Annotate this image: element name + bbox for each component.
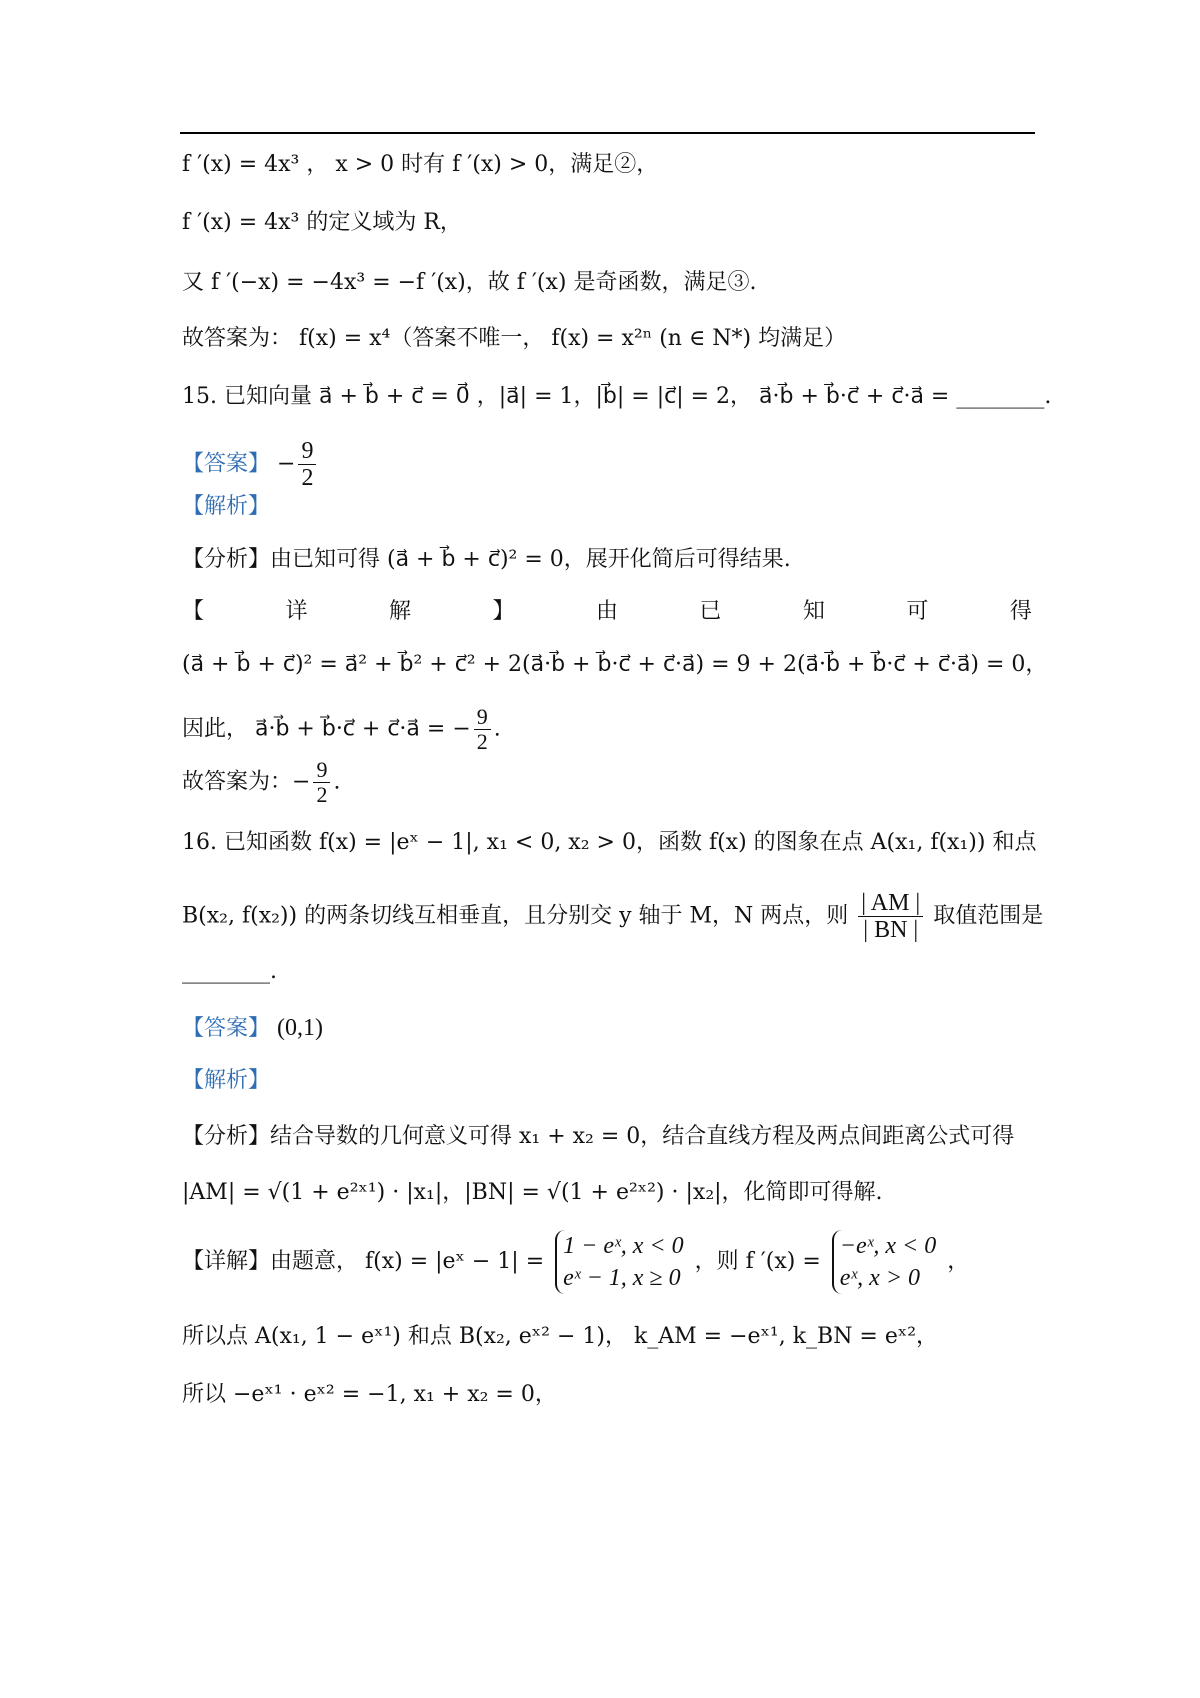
q15-xiangjie-spread: 【 详 解 】 由 已 知 可 得 — [182, 599, 1032, 624]
q16-distance: |AM| = √(1 + e²ˣ¹) · |x₁|，|BN| = √(1 + e²ˣ²) · |x₂|，化简即可得解. — [182, 1180, 883, 1205]
q16-last-line: 所以 −eˣ¹ · eˣ² = −1, x₁ + x₂ = 0， — [182, 1382, 557, 1407]
q16-answer-line — [182, 1013, 323, 1044]
header-rule — [180, 132, 1035, 134]
question-16-stem-line1: 16. 已知函数 f(x) = |eˣ − 1|, x₁ < 0, x₂ > 0，函数 f(x) 的图象在点 A(x₁, f(x₁)) 和点 — [182, 830, 1037, 855]
line-answer-summary: 故答案为： f(x) = x⁴（答案不唯一， f(x) = x²ⁿ (n ∈ N*) 均满足） — [182, 326, 847, 351]
q15-final-answer: 故答案为：− $\frac{9}{2}$ . — [182, 757, 341, 807]
answer-value: (0,1) — [277, 1015, 323, 1041]
line-odd-function: 又 f ′(−x) = −4x³ = −f ′(x)，故 f ′(x) 是奇函数，满足③. — [182, 270, 757, 295]
q15-analysis-tag: 【解析】 — [182, 494, 271, 519]
q15-therefore: 因此， a⃗·b⃗ + b⃗·c⃗ + c⃗·a⃗ = − $\frac{9}{2}$ . — [182, 704, 501, 754]
question-15-stem: 15. 已知向量 a⃗ + b⃗ + c⃗ = 0⃗ ，|a⃗| = 1，|b⃗| = |c⃗| = 2， a⃗·b⃗ + b⃗·c⃗ + c⃗·a⃗ = ________. — [182, 384, 1052, 409]
answer-sign: − — [277, 451, 296, 477]
q15-fenxi: 【分析】由已知可得 (a⃗ + b⃗ + c⃗)² = 0，展开化简后可得结果. — [182, 547, 791, 572]
answer-fraction: $\frac{9}{2}$ — [298, 438, 316, 491]
answer-tag: 【答案】 — [182, 1016, 271, 1041]
line-derivative-positive: f ′(x) = 4x³ ， x > 0 时有 f ′(x) > 0，满足②， — [182, 152, 659, 177]
q16-analysis-tag: 【解析】 — [182, 1068, 271, 1093]
piecewise-f-prime: −eˣ, x < 0 eˣ, x > 0 — [832, 1230, 936, 1294]
line-domain: f ′(x) = 4x³ 的定义域为 R， — [182, 210, 462, 235]
q15-expansion: (a⃗ + b⃗ + c⃗)² = a⃗² + b⃗² + c⃗² + 2(a⃗·b⃗ + b⃗·c⃗ + c⃗·a⃗) = 9 + 2(a⃗·b⃗ + b⃗·c⃗ + c⃗·a⃗) = 0， — [182, 652, 1048, 677]
q16-fenxi: 【分析】结合导数的几何意义可得 x₁ + x₂ = 0，结合直线方程及两点间距离公式可得 — [182, 1124, 1015, 1149]
ratio-fraction: $\frac{| AM |}{| BN |}$ — [858, 890, 923, 943]
answer-tag: 【答案】 — [182, 451, 271, 477]
q16-points: 所以点 A(x₁, 1 − eˣ¹) 和点 B(x₂, eˣ² − 1)， k_AM = −eˣ¹, k_BN = eˣ²， — [182, 1324, 939, 1349]
piecewise-f: 1 − eˣ, x < 0 eˣ − 1, x ≥ 0 — [555, 1230, 683, 1294]
q16-detail: 【详解】由题意， f(x) = |eˣ − 1| = 1 − eˣ, x < 0 eˣ − 1, x ≥ 0 ，则 f ′(x) = −eˣ, x < 0 eˣ, x > 0 ， — [182, 1230, 969, 1294]
question-16-stem-line2: B(x₂, f(x₂)) 的两条切线互相垂直，且分别交 y 轴于 M，N 两点，则 $\frac{| AM |}{| BN |}$ 取值范围是 — [182, 890, 1044, 943]
q15-answer-line — [182, 438, 319, 491]
question-16-blank: ________. — [182, 959, 277, 984]
